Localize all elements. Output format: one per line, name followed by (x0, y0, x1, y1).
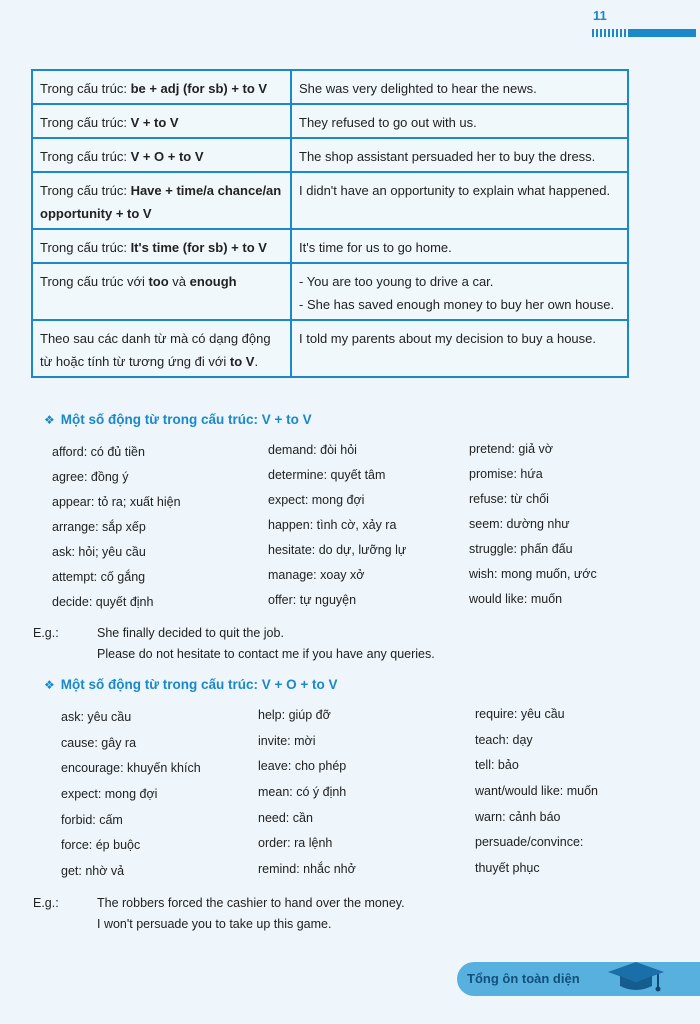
structure-text: . (254, 354, 259, 369)
list-item: encourage: khuyến khích (61, 761, 201, 776)
structure-text: và (168, 274, 190, 289)
section-title-text: Một số động từ trong cấu trúc: V + to V (60, 412, 312, 427)
table-row (32, 229, 628, 263)
example-cell (291, 172, 628, 229)
list-item: ask: yêu cầu (61, 710, 132, 724)
list-item: persuade/convince: (475, 835, 584, 850)
list-item: demand: đòi hỏi (268, 443, 357, 457)
verb-column-2 (268, 438, 406, 613)
example-block-1 (33, 623, 435, 665)
structure-text: Trong cấu trúc: (40, 81, 131, 96)
list-item: expect: mong đợi (268, 493, 365, 507)
structure-formula: to V (229, 354, 255, 369)
example-sentence: It's time for us to go home. (299, 240, 452, 255)
list-item: pretend: giả vờ (469, 442, 553, 456)
example-sentence: I didn't have an opportunity to explain what happened. (299, 183, 611, 198)
list-item: forbid: cấm (61, 812, 123, 827)
footer-label: Tổng ôn toàn diện (467, 971, 580, 986)
example-cell (291, 320, 628, 377)
list-item: ask: hỏi; yêu cầu (52, 545, 146, 559)
list-item: agree: đồng ý (52, 470, 129, 484)
page-number: 11 (593, 8, 607, 23)
list-item: thuyết phục (475, 861, 540, 876)
list-item: would like: muốn (469, 592, 563, 606)
structure-formula: V + to V (130, 115, 179, 130)
diamond-bullet-icon: ❖ (44, 413, 55, 427)
example-block-2 (33, 893, 405, 935)
list-item: I won't persuade you to take up this game. (97, 917, 332, 931)
table-row (32, 138, 628, 172)
list-item: seem: dường như (469, 517, 570, 531)
structure-cell (32, 320, 291, 377)
section-title-text: Một số động từ trong cấu trúc: V + O + to V (60, 677, 338, 692)
list-item: teach: dạy (475, 732, 533, 747)
list-item: happen: tình cờ, xảy ra (268, 518, 397, 532)
list-item: decide: quyết định (52, 595, 154, 609)
structure-cell (32, 172, 291, 229)
section-title-v-o-to-v (44, 677, 338, 692)
structure-cell (32, 263, 291, 320)
list-item: arrange: sắp xếp (52, 520, 146, 534)
example-sentence: - She has saved enough money to buy her own house. (299, 297, 615, 312)
list-item: She finally decided to quit the job. (97, 626, 284, 640)
list-item: warn: cảnh báo (475, 809, 561, 824)
structure-formula: Have + time/a chance/an opportunity + to V (40, 183, 282, 221)
list-item: offer: tự nguyện (268, 593, 357, 607)
list-item: leave: cho phép (258, 759, 347, 774)
list-item: determine: quyết tâm (268, 468, 386, 482)
structure-cell (32, 229, 291, 263)
list-item: help: giúp đỡ (258, 708, 331, 722)
example-label: E.g.: (33, 626, 59, 640)
verb-column-1 (52, 440, 181, 615)
verb-column-4 (61, 705, 201, 885)
graduation-cap-icon (606, 958, 666, 998)
structure-cell (32, 138, 291, 172)
example-cell (291, 263, 628, 320)
structure-cell (32, 104, 291, 138)
list-item: struggle: phấn đấu (469, 542, 573, 556)
section-title-v-to-v (44, 412, 312, 427)
structure-formula: V + O + to V (130, 149, 204, 164)
structure-text: Theo sau các danh từ mà có dạng động từ hoặc tính từ tương ứng đi với (40, 331, 271, 369)
list-item: Please do not hesitate to contact me if you have any queries. (97, 647, 435, 661)
example-sentence: They refused to go out with us. (299, 115, 477, 130)
structure-text: Trong cấu trúc: (40, 149, 131, 164)
list-item: appear: tỏ ra; xuất hiện (52, 495, 181, 509)
table-row (32, 172, 628, 229)
structure-cell (32, 70, 291, 104)
example-lines (97, 623, 435, 665)
list-item: want/would like: muốn (475, 784, 598, 799)
example-cell (291, 229, 628, 263)
list-item: manage: xoay xở (268, 568, 365, 582)
example-sentence: The shop assistant persuaded her to buy the dress. (299, 149, 596, 164)
example-sentence: I told my parents about my decision to buy a house. (299, 331, 597, 346)
structure-text: Trong cấu trúc: (40, 240, 131, 255)
structure-formula: It's time (for sb) + to V (130, 240, 267, 255)
structure-text: Trong cấu trúc: (40, 183, 131, 198)
example-lines (97, 893, 405, 935)
verb-column-5 (258, 703, 356, 883)
list-item: expect: mong đợi (61, 787, 158, 802)
structure-text: Trong cấu trúc với (40, 274, 149, 289)
table-row (32, 320, 628, 377)
grammar-table (31, 69, 629, 378)
list-item: invite: mời (258, 733, 316, 748)
list-item: The robbers forced the cashier to hand over the money. (97, 896, 405, 910)
example-sentence: She was very delighted to hear the news. (299, 81, 537, 96)
list-item: require: yêu cầu (475, 707, 565, 721)
example-cell (291, 138, 628, 172)
verb-column-6 (475, 702, 598, 882)
list-item: attempt: cố gắng (52, 570, 146, 584)
list-item: wish: mong muốn, ước (469, 567, 597, 581)
list-item: need: cần (258, 810, 313, 825)
structure-formula: too (148, 274, 169, 289)
list-item: tell: bảo (475, 758, 519, 773)
table-row (32, 104, 628, 138)
diamond-bullet-icon: ❖ (44, 678, 55, 692)
page-number-decoration (592, 29, 696, 37)
list-item: afford: có đủ tiền (52, 445, 145, 459)
list-item: hesitate: do dự, lưỡng lự (268, 543, 407, 557)
structure-text: Trong cấu trúc: (40, 115, 131, 130)
list-item: get: nhờ vả (61, 864, 125, 879)
example-cell (291, 104, 628, 138)
example-cell (291, 70, 628, 104)
structure-formula: enough (189, 274, 237, 289)
list-item: order: ra lệnh (258, 836, 333, 851)
table-row (32, 263, 628, 320)
list-item: cause: gây ra (61, 735, 137, 750)
list-item: remind: nhắc nhở (258, 862, 356, 877)
list-item: force: ép buộc (61, 838, 141, 853)
list-item: promise: hứa (469, 467, 543, 481)
structure-formula: be + adj (for sb) + to V (130, 81, 268, 96)
verb-column-3 (469, 437, 597, 612)
list-item: refuse: từ chối (469, 492, 549, 506)
example-label: E.g.: (33, 896, 59, 910)
example-sentence: - You are too young to drive a car. (299, 274, 494, 289)
table-row (32, 70, 628, 104)
list-item: mean: có ý định (258, 785, 347, 800)
